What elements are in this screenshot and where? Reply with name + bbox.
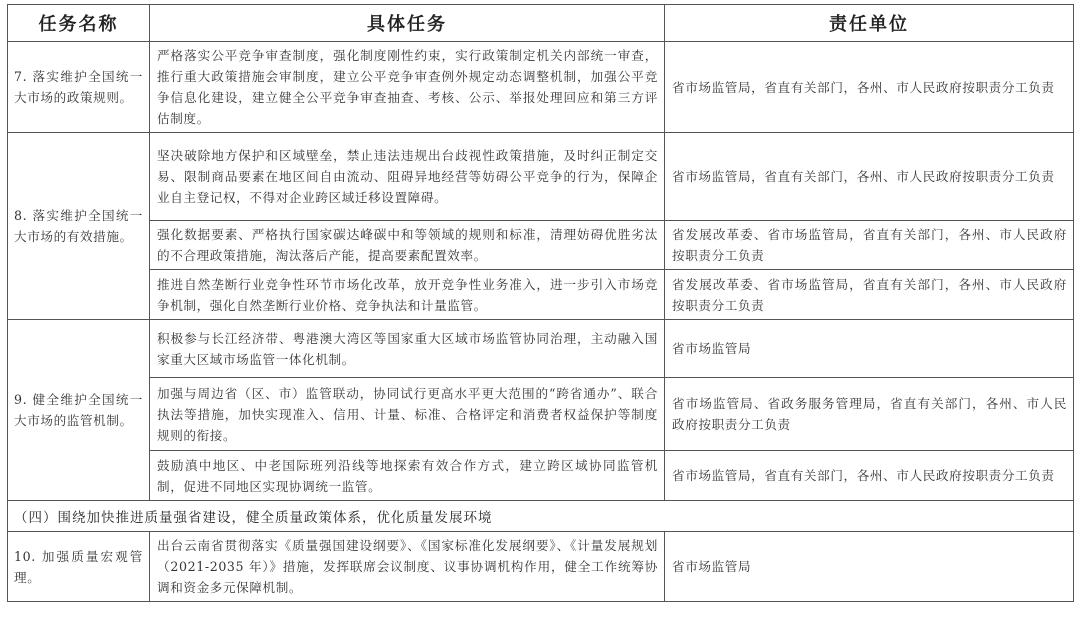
table-row	[8, 270, 1074, 320]
task-name-cell: 10. 加强质量宏观管理。	[8, 532, 150, 602]
section-row	[8, 501, 1074, 532]
header-specific-task: 具体任务	[150, 5, 665, 42]
responsible-unit-cell: 省市场监管局，省直有关部门，各州、市人民政府按职责分工负责	[665, 133, 1074, 221]
table-row	[8, 532, 1074, 602]
task-table	[7, 4, 1074, 602]
task-description-cell: 加强与周边省（区、市）监管联动，协同试行更高水平更大范围的“跨省通办”、联合执法等措施，加快实现准入、信用、计量、标准、合格评定和消费者权益保护等制度规则的衔接。	[150, 378, 665, 451]
responsible-unit-cell: 省发展改革委、省市场监管局，省直有关部门，各州、市人民政府按职责分工负责	[665, 270, 1074, 320]
task-name-cell: 8. 落实维护全国统一大市场的有效措施。	[8, 133, 150, 320]
task-description-cell: 积极参与长江经济带、粤港澳大湾区等国家重大区域市场监管协同治理，主动融入国家重大区域市场监管一体化机制。	[150, 320, 665, 378]
task-description-cell: 推进自然垄断行业竞争性环节市场化改革，放开竞争性业务准入，进一步引入市场竞争机制，强化自然垄断行业价格、竞争执法和计量监管。	[150, 270, 665, 320]
task-description-cell: 强化数据要素、严格执行国家碳达峰碳中和等领域的规则和标准，清理妨碍优胜劣汰的不合理政策措施，淘汰落后产能，提高要素配置效率。	[150, 221, 665, 270]
section-heading: （四）围绕加快推进质量强省建设，健全质量政策体系，优化质量发展环境	[8, 501, 1074, 532]
table-row	[8, 133, 1074, 221]
responsible-unit-cell: 省市场监管局	[665, 320, 1074, 378]
table-row	[8, 320, 1074, 378]
task-description-cell: 出台云南省贯彻落实《质量强国建设纲要》、《国家标准化发展纲要》、《计量发展规划（2021-2035 年）》措施，发挥联席会议制度、议事协调机构作用，健全工作统筹协调和资金多元保障机制。	[150, 532, 665, 602]
task-name-cell: 7. 落实维护全国统一大市场的政策规则。	[8, 42, 150, 133]
table-row	[8, 451, 1074, 501]
responsible-unit-cell: 省市场监管局，省直有关部门，各州、市人民政府按职责分工负责	[665, 451, 1074, 501]
task-description-cell: 严格落实公平竞争审查制度，强化制度刚性约束，实行政策制定机关内部统一审查，推行重大政策措施会审制度，建立公平竞争审查例外规定动态调整机制，加强公平竞争信息化建设，建立健全公平竞争审查抽查、考核、公示、举报处理回应和第三方评估制度。	[150, 42, 665, 133]
header-row	[8, 5, 1074, 42]
table-row	[8, 221, 1074, 270]
task-name-cell: 9. 健全维护全国统一大市场的监管机制。	[8, 320, 150, 501]
header-task-name: 任务名称	[8, 5, 150, 42]
responsible-unit-cell: 省市场监管局，省直有关部门，各州、市人民政府按职责分工负责	[665, 42, 1074, 133]
task-description-cell: 鼓励滇中地区、中老国际班列沿线等地探索有效合作方式，建立跨区域协同监管机制，促进不同地区实现协调统一监管。	[150, 451, 665, 501]
responsible-unit-cell: 省市场监管局、省政务服务管理局，省直有关部门，各州、市人民政府按职责分工负责	[665, 378, 1074, 451]
table-row	[8, 42, 1074, 133]
responsible-unit-cell: 省市场监管局	[665, 532, 1074, 602]
table-row	[8, 378, 1074, 451]
task-description-cell: 坚决破除地方保护和区域壁垒，禁止违法违规出台歧视性政策措施，及时纠正制定交易、限制商品要素在地区间自由流动、阻碍异地经营等妨碍公平竞争的行为，保障企业自主登记权，不得对企业跨区域迁移设置障碍。	[150, 133, 665, 221]
responsible-unit-cell: 省发展改革委、省市场监管局，省直有关部门，各州、市人民政府按职责分工负责	[665, 221, 1074, 270]
header-responsible-unit: 责任单位	[665, 5, 1074, 42]
